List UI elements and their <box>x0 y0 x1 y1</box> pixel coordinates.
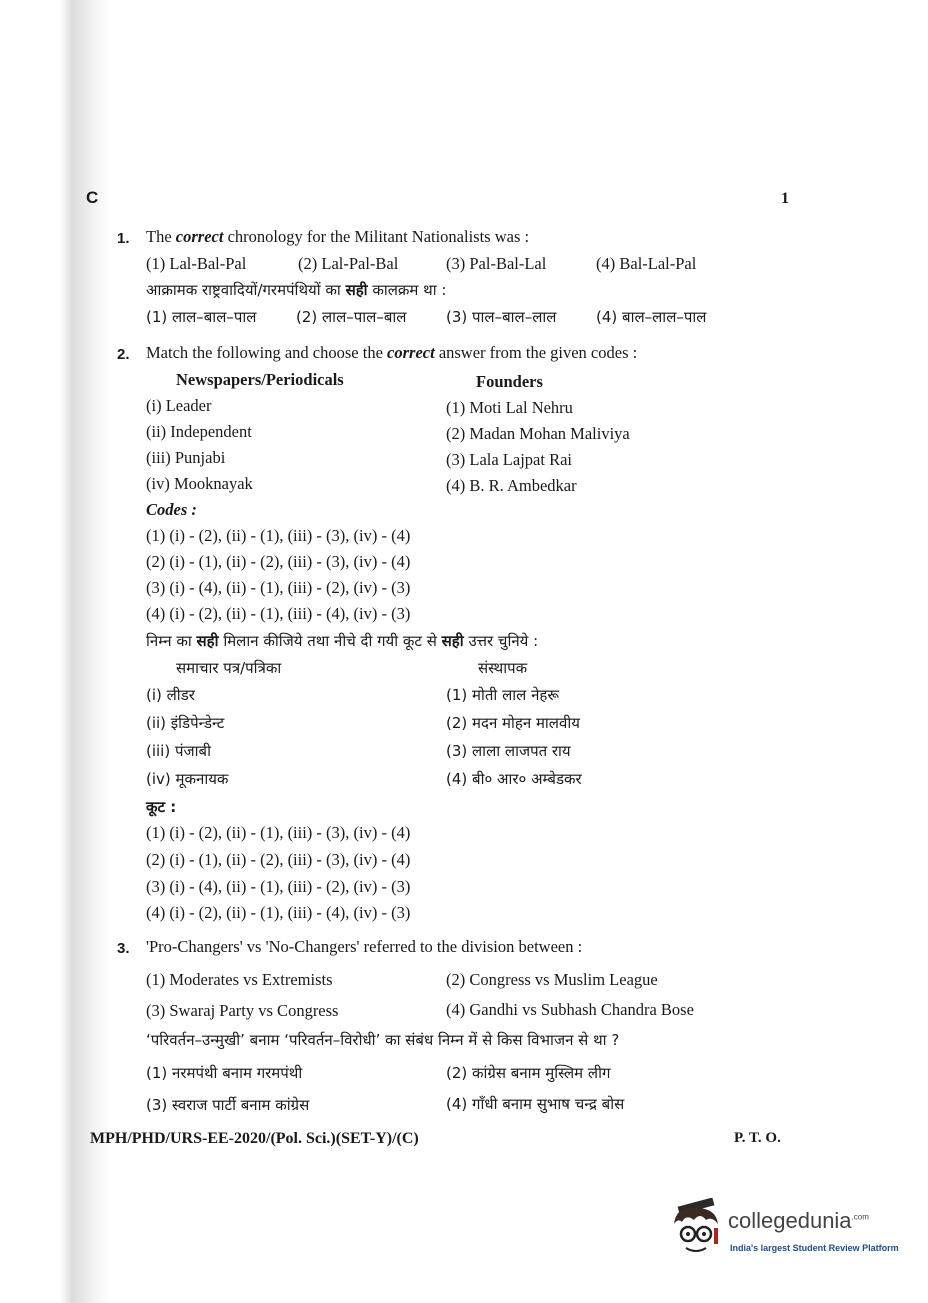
q1-option-en-4: (4) Bal-Lal-Pal <box>596 254 697 273</box>
q2-right-en-1: (1) Moti Lal Nehru <box>446 398 573 417</box>
q2-code-hi-1: (1) (i) - (2), (ii) - (1), (iii) - (3), (iv) - (4) <box>146 823 411 842</box>
q2-col-left-en: Newspapers/Periodicals <box>176 370 344 389</box>
pto-label: P. T. O. <box>734 1130 781 1146</box>
q1-option-en-3: (3) Pal-Bal-Lal <box>446 254 547 273</box>
q2-code-en-1: (1) (i) - (2), (ii) - (1), (iii) - (3), (iv) - (4) <box>146 526 411 545</box>
q1-option-hi-2: (2) लाल–पाल–बाल <box>296 308 407 326</box>
q1-option-hi-1: (1) लाल–बाल–पाल <box>146 308 257 326</box>
q2-right-hi-4: (4) बी० आर० अम्बेडकर <box>446 770 582 788</box>
watermark-tagline: India's largest Student Review Platform <box>730 1243 899 1253</box>
q2-code-hi-2: (2) (i) - (1), (ii) - (2), (iii) - (3), (iv) - (4) <box>146 850 411 869</box>
q3-option-hi-4: (4) गाँधी बनाम सुभाष चन्द्र बोस <box>446 1095 625 1113</box>
q3-text-hi: ‘परिवर्तन–उन्मुखी’ बनाम ‘परिवर्तन–विरोधी’ का संबंध निम्न में से किस विभाजन से था ? <box>146 1031 620 1049</box>
q2-right-hi-1: (1) मोती लाल नेहरू <box>446 686 560 704</box>
q3-option-hi-1: (1) नरमपंथी बनाम गरमपंथी <box>146 1064 303 1082</box>
q1-option-en-1: (1) Lal-Bal-Pal <box>146 254 247 273</box>
q2-right-en-2: (2) Madan Mohan Maliviya <box>446 424 630 443</box>
q2-left-hi-2: (ii) इंडिपेन्डेन्ट <box>146 714 225 732</box>
q2-number: 2. <box>117 346 130 363</box>
q2-col-right-hi: संस्थापक <box>478 659 528 677</box>
q3-option-en-1: (1) Moderates vs Extremists <box>146 970 333 989</box>
q2-code-en-3: (3) (i) - (4), (ii) - (1), (iii) - (2), (iv) - (3) <box>146 578 411 597</box>
q3-option-en-3: (3) Swaraj Party vs Congress <box>146 1001 339 1020</box>
q2-codes-label-en: Codes : <box>146 500 197 519</box>
q2-text-en: Match the following and choose the correct answer from the given codes : <box>146 343 638 362</box>
q3-number: 3. <box>117 940 130 957</box>
q2-text-hi: निम्न का सही मिलान कीजिये तथा नीचे दी गयी कूट से सही उत्तर चुनिये : <box>146 632 539 650</box>
q2-right-en-3: (3) Lala Lajpat Rai <box>446 450 572 469</box>
q2-right-hi-2: (2) मदन मोहन मालवीय <box>446 714 580 732</box>
q2-code-hi-3: (3) (i) - (4), (ii) - (1), (iii) - (2), (iv) - (3) <box>146 877 411 896</box>
q3-text-en: 'Pro-Changers' vs 'No-Changers' referred to the division between : <box>146 937 583 956</box>
paper-code: MPH/PHD/URS-EE-2020/(Pol. Sci.)(SET-Y)/(C) <box>90 1130 419 1147</box>
q2-col-right-en: Founders <box>476 372 543 391</box>
q3-option-en-4: (4) Gandhi vs Subhash Chandra Bose <box>446 1000 694 1019</box>
page-number: 1 <box>781 190 789 207</box>
q2-codes-label-hi: कूट : <box>146 798 177 816</box>
q2-left-en-1: (i) Leader <box>146 396 212 415</box>
q3-option-en-2: (2) Congress vs Muslim League <box>446 970 658 989</box>
q1-option-hi-4: (4) बाल–लाल–पाल <box>596 308 707 326</box>
q1-text-hi: आक्रामक राष्ट्रवादियों/गरमपंथियों का सही कालक्रम था : <box>146 281 447 299</box>
q2-left-hi-1: (i) लीडर <box>146 686 195 704</box>
q2-left-en-2: (ii) Independent <box>146 422 252 441</box>
q3-option-hi-3: (3) स्वराज पार्टी बनाम कांग्रेस <box>146 1096 310 1114</box>
q1-option-en-2: (2) Lal-Pal-Bal <box>298 254 399 273</box>
q2-left-hi-3: (iii) पंजाबी <box>146 742 211 760</box>
q2-left-en-4: (iv) Mooknayak <box>146 474 253 493</box>
q2-code-en-2: (2) (i) - (1), (ii) - (2), (iii) - (3), (iv) - (4) <box>146 552 411 571</box>
q2-col-left-hi: समाचार पत्र/पत्रिका <box>176 659 282 677</box>
q2-right-en-4: (4) B. R. Ambedkar <box>446 476 577 495</box>
q2-left-hi-4: (iv) मूकनायक <box>146 770 229 788</box>
q1-text-en: The correct chronology for the Militant Nationalists was : <box>146 227 530 246</box>
q2-right-hi-3: (3) लाला लाजपत राय <box>446 742 571 760</box>
set-letter: C <box>86 188 99 207</box>
q1-number: 1. <box>117 230 130 247</box>
q2-left-en-3: (iii) Punjabi <box>146 448 226 467</box>
q2-code-en-4: (4) (i) - (2), (ii) - (1), (iii) - (4), (iv) - (3) <box>146 604 411 623</box>
watermark-brand: collegedunia$^{.com}$ <box>728 1208 869 1233</box>
q3-option-hi-2: (2) कांग्रेस बनाम मुस्लिम लीग <box>446 1064 611 1082</box>
q1-option-hi-3: (3) पाल–बाल–लाल <box>446 308 557 326</box>
q2-code-hi-4: (4) (i) - (2), (ii) - (1), (iii) - (4), (iv) - (3) <box>146 903 411 922</box>
